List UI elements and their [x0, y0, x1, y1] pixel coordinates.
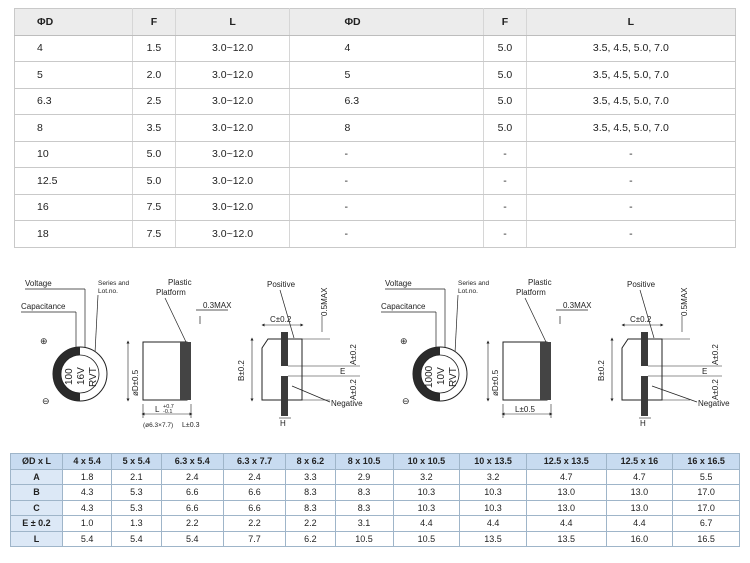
lot-label: Lot.no.: [98, 288, 118, 295]
positive-label: Positive: [267, 280, 296, 289]
column-header: 12.5 x 16: [606, 454, 673, 470]
right-diagram-set: [381, 278, 730, 428]
table-cell: 2.2: [223, 516, 285, 532]
table-cell: 13.0: [526, 500, 606, 516]
dimension-table: [10, 453, 740, 547]
table-row: [15, 115, 736, 142]
table-cell: -: [526, 221, 735, 248]
table-cell: 4: [290, 35, 484, 62]
table-cell: -: [484, 141, 526, 168]
plastic-label: Plastic: [528, 278, 552, 287]
dimension-diagram: [0, 268, 750, 448]
table-cell: 13.0: [606, 500, 673, 516]
table-cell: 5.0: [133, 168, 175, 195]
max2-label: 0.5MAX: [680, 287, 689, 316]
l-label: L±0.5: [515, 405, 535, 414]
plastic-platform: [540, 342, 551, 400]
lot-label: Lot.no.: [458, 288, 478, 295]
table-cell: 4.3: [62, 500, 111, 516]
table-cell: 3.5: [133, 115, 175, 142]
table-cell: 1.5: [133, 35, 175, 62]
series-value: RVT: [88, 367, 99, 387]
table-cell: 8: [15, 115, 133, 142]
capacitance-label: Capacitance: [21, 302, 66, 311]
minus-icon: ⊖: [42, 396, 50, 406]
table-cell: 16.5: [673, 531, 740, 547]
a-tol-label-2: A±0.2: [349, 379, 358, 400]
voltage-label: Voltage: [385, 279, 412, 288]
table-cell: 6.6: [161, 500, 223, 516]
lead-top: [641, 332, 648, 366]
table-cell: 2.2: [161, 516, 223, 532]
column-header: 5 x 5.4: [112, 454, 161, 470]
column-header: L: [175, 9, 290, 36]
table-row: [15, 168, 736, 195]
column-header: ΦD: [290, 9, 484, 36]
table-cell: 3.2: [460, 469, 527, 485]
minus-icon: ⊖: [402, 396, 410, 406]
platform-label: Platform: [516, 288, 546, 297]
table-row: [15, 194, 736, 221]
phi-d-label: øD±0.5: [131, 369, 140, 396]
row-header: A: [11, 469, 63, 485]
left-diagram-set: [21, 278, 363, 429]
table-cell: 2.1: [112, 469, 161, 485]
table-cell: 8: [290, 115, 484, 142]
table-cell: 5.0: [484, 35, 526, 62]
table-cell: 7.5: [133, 194, 175, 221]
table-cell: -: [484, 168, 526, 195]
lead-bottom: [281, 376, 288, 416]
table-cell: 4.4: [393, 516, 460, 532]
h-label: H: [280, 419, 286, 428]
plastic-platform: [180, 342, 191, 400]
table-cell: 10: [15, 141, 133, 168]
table-cell: 4.4: [526, 516, 606, 532]
row-header: L: [11, 531, 63, 547]
table-cell: 1.0: [62, 516, 111, 532]
table-cell: 6.3: [290, 88, 484, 115]
l-plus: +0.7: [163, 404, 174, 410]
table-cell: 10.5: [393, 531, 460, 547]
cap-value: 1000: [424, 365, 435, 388]
plastic-label: Plastic: [168, 278, 192, 287]
column-header: F: [133, 9, 175, 36]
c-tol-label: C±0.2: [270, 315, 292, 324]
table-cell: 5.4: [62, 531, 111, 547]
table-cell: 2.2: [286, 516, 335, 532]
table-cell: 2.0: [133, 62, 175, 89]
table-cell: 3.2: [393, 469, 460, 485]
table-cell: 3.5, 4.5, 5.0, 7.0: [526, 35, 735, 62]
table-cell: 10.3: [393, 485, 460, 501]
table-cell: 16.0: [606, 531, 673, 547]
table-cell: 12.5: [15, 168, 133, 195]
table-cell: 8.3: [286, 500, 335, 516]
table-cell: 8.3: [335, 485, 393, 501]
table-cell: 4.7: [606, 469, 673, 485]
table-cell: 3.0~12.0: [175, 88, 290, 115]
table-cell: 13.0: [606, 485, 673, 501]
table-cell: -: [484, 194, 526, 221]
table-cell: 6.3: [15, 88, 133, 115]
table-cell: 2.9: [335, 469, 393, 485]
table-cell: 1.3: [112, 516, 161, 532]
table-cell: 4.7: [526, 469, 606, 485]
series-value: RVT: [448, 367, 459, 387]
table-cell: -: [290, 221, 484, 248]
table-cell: 5.4: [161, 531, 223, 547]
series-label: Series and: [98, 280, 130, 287]
b-tol-label: B±0.2: [597, 360, 606, 381]
table-cell: -: [484, 221, 526, 248]
table-cell: 2.4: [223, 469, 285, 485]
table-cell: -: [290, 141, 484, 168]
table-cell: 5.3: [112, 485, 161, 501]
table-cell: 5.0: [484, 115, 526, 142]
table-cell: 4.3: [62, 485, 111, 501]
cap-value: 100: [64, 368, 75, 385]
table-cell: 3.0~12.0: [175, 35, 290, 62]
plus-icon: ⊕: [40, 336, 48, 346]
max-label: 0.3MAX: [203, 301, 232, 310]
table-cell: -: [526, 194, 735, 221]
column-header: 6.3 x 5.4: [161, 454, 223, 470]
positive-label: Positive: [627, 280, 656, 289]
platform-label: Platform: [156, 288, 186, 297]
e-label: E: [340, 367, 346, 376]
table-row: [15, 141, 736, 168]
table-cell: -: [526, 168, 735, 195]
column-header: ΦD: [15, 9, 133, 36]
table-cell: 5.4: [112, 531, 161, 547]
a-tol-label-1: A±0.2: [349, 344, 358, 365]
a-tol-label-2: A±0.2: [711, 379, 720, 400]
table-cell: 5.0: [484, 62, 526, 89]
l-label: L: [155, 405, 160, 414]
table-row: [15, 62, 736, 89]
table-cell: 10.3: [460, 500, 527, 516]
column-header: 10 x 13.5: [460, 454, 527, 470]
column-header: 16 x 16.5: [673, 454, 740, 470]
table-row: [15, 35, 736, 62]
volt-value: 16V: [76, 367, 87, 385]
column-header: 4 x 5.4: [62, 454, 111, 470]
table-cell: 4.4: [606, 516, 673, 532]
table-cell: 13.5: [460, 531, 527, 547]
voltage-label: Voltage: [25, 279, 52, 288]
table-row: [11, 469, 740, 485]
table-cell: 3.0~12.0: [175, 62, 290, 89]
table-cell: 17.0: [673, 485, 740, 501]
table-cell: 3.0~12.0: [175, 194, 290, 221]
table-cell: 3.5, 4.5, 5.0, 7.0: [526, 62, 735, 89]
table-cell: 3.0~12.0: [175, 141, 290, 168]
phi-d-label: øD±0.5: [491, 369, 500, 396]
row-header: E ± 0.2: [11, 516, 63, 532]
table-cell: 18: [15, 221, 133, 248]
plus-icon: ⊕: [400, 336, 408, 346]
table-cell: 8.3: [286, 485, 335, 501]
table-cell: 5.3: [112, 500, 161, 516]
lead-spacing-table: [14, 8, 736, 248]
table-cell: 3.0~12.0: [175, 115, 290, 142]
table-cell: 4.4: [460, 516, 527, 532]
table-row: [15, 88, 736, 115]
table-cell: 6.6: [223, 485, 285, 501]
column-header: 12.5 x 13.5: [526, 454, 606, 470]
volt-value: 10V: [436, 367, 447, 385]
table-cell: 5: [290, 62, 484, 89]
table-row: [11, 531, 740, 547]
column-header: L: [526, 9, 735, 36]
table-row: [11, 485, 740, 501]
table-cell: 3.5, 4.5, 5.0, 7.0: [526, 88, 735, 115]
table-header-row: [15, 9, 736, 36]
table-cell: -: [290, 168, 484, 195]
table-header-row: [11, 454, 740, 470]
table-cell: 13.0: [526, 485, 606, 501]
max-label: 0.3MAX: [563, 301, 592, 310]
table-cell: 7.5: [133, 221, 175, 248]
table-cell: 1.8: [62, 469, 111, 485]
table-cell: 8.3: [335, 500, 393, 516]
table-cell: 3.0~12.0: [175, 221, 290, 248]
table-cell: 10.3: [393, 500, 460, 516]
e-label: E: [702, 367, 708, 376]
table-cell: 10.3: [460, 485, 527, 501]
table-cell: 2.5: [133, 88, 175, 115]
table-cell: 6.6: [161, 485, 223, 501]
table-row: [11, 500, 740, 516]
column-header: F: [484, 9, 526, 36]
l-minus: -0.1: [163, 409, 173, 415]
table-cell: 3.3: [286, 469, 335, 485]
table-cell: 3.5, 4.5, 5.0, 7.0: [526, 115, 735, 142]
column-header: 6.3 x 7.7: [223, 454, 285, 470]
table-cell: 13.5: [526, 531, 606, 547]
table-cell: 2.4: [161, 469, 223, 485]
column-header: ØD x L: [11, 454, 63, 470]
table-cell: 10.5: [335, 531, 393, 547]
table-cell: 5: [15, 62, 133, 89]
table-cell: 5.5: [673, 469, 740, 485]
capacitance-label: Capacitance: [381, 302, 426, 311]
table-cell: 3.1: [335, 516, 393, 532]
row-header: B: [11, 485, 63, 501]
l-note2: L±0.3: [182, 422, 200, 429]
table-cell: 6.2: [286, 531, 335, 547]
c-tol-label: C±0.2: [630, 315, 652, 324]
table-cell: 7.7: [223, 531, 285, 547]
table-row: [15, 221, 736, 248]
table-cell: -: [526, 141, 735, 168]
negative-label: Negative: [698, 399, 730, 408]
table-cell: -: [290, 194, 484, 221]
table-cell: 6.6: [223, 500, 285, 516]
row-header: C: [11, 500, 63, 516]
max2-label: 0.5MAX: [320, 287, 329, 316]
l-note: (ø6.3×7.7): [143, 422, 174, 429]
table-cell: 16: [15, 194, 133, 221]
table-cell: 6.7: [673, 516, 740, 532]
table-row: [11, 516, 740, 532]
column-header: 8 x 10.5: [335, 454, 393, 470]
table-cell: 17.0: [673, 500, 740, 516]
table-cell: 4: [15, 35, 133, 62]
h-label: H: [640, 419, 646, 428]
table-cell: 5.0: [484, 88, 526, 115]
column-header: 8 x 6.2: [286, 454, 335, 470]
series-label: Series and: [458, 280, 490, 287]
column-header: 10 x 10.5: [393, 454, 460, 470]
table-cell: 3.0~12.0: [175, 168, 290, 195]
a-tol-label-1: A±0.2: [711, 344, 720, 365]
lead-bottom: [641, 376, 648, 416]
table-cell: 5.0: [133, 141, 175, 168]
lead-top: [281, 332, 288, 366]
b-tol-label: B±0.2: [237, 360, 246, 381]
negative-label: Negative: [331, 399, 363, 408]
